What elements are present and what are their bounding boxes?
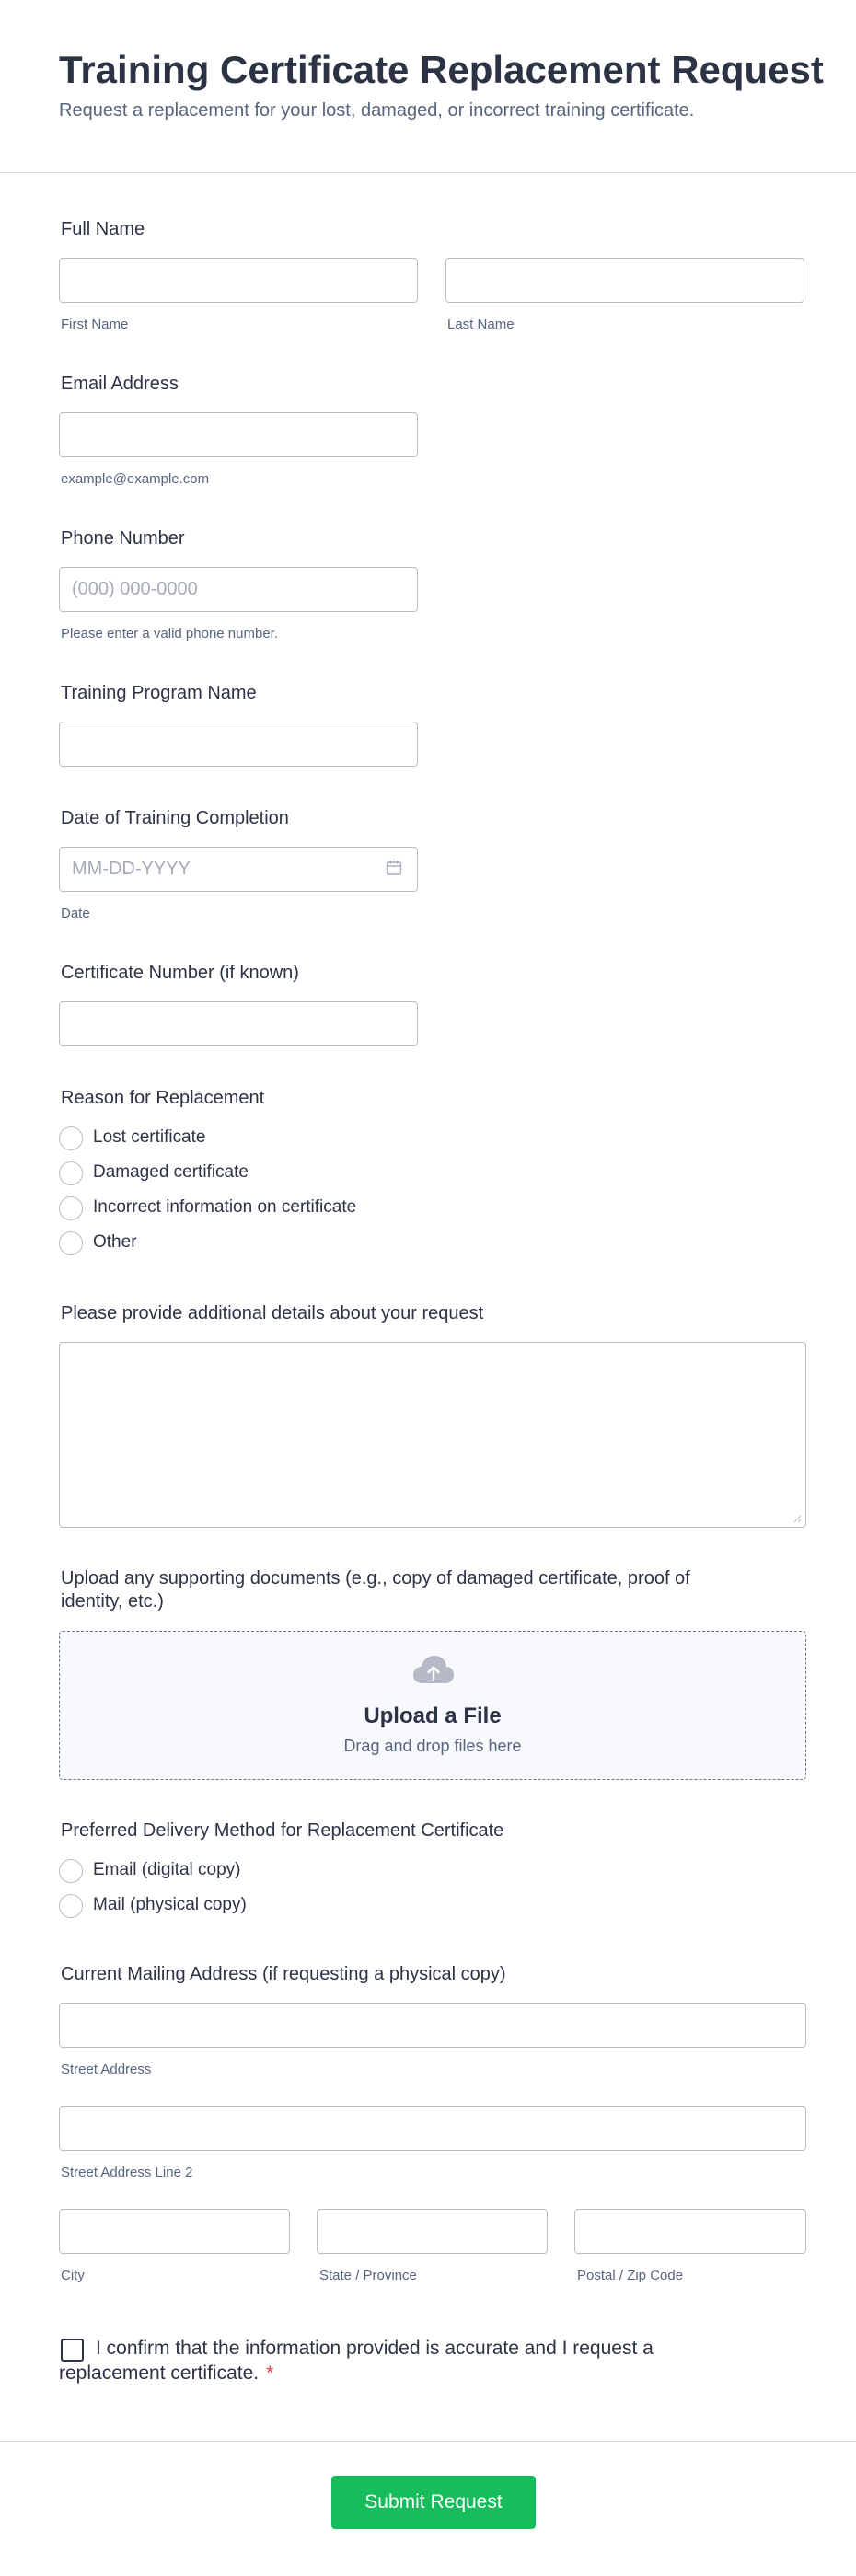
first-name-sublabel: First Name bbox=[61, 317, 129, 332]
reason-label: Reason for Replacement bbox=[61, 1088, 265, 1108]
confirm-text-line2 bbox=[59, 2362, 273, 2385]
street-address-sublabel: Street Address bbox=[61, 2062, 152, 2077]
first-name-input[interactable] bbox=[59, 258, 418, 303]
zip-sublabel: Postal / Zip Code bbox=[577, 2268, 684, 2283]
resize-handle-icon[interactable] bbox=[792, 1514, 802, 1523]
email-input[interactable] bbox=[59, 412, 418, 457]
certificate-number-input[interactable] bbox=[59, 1001, 418, 1046]
email-label: Email Address bbox=[61, 374, 179, 394]
state-sublabel: State / Province bbox=[319, 2268, 417, 2283]
calendar-icon[interactable] bbox=[386, 860, 402, 876]
phone-sublabel: Please enter a valid phone number. bbox=[61, 626, 278, 641]
details-label: Please provide additional details about your request bbox=[61, 1303, 484, 1323]
zip-input[interactable] bbox=[574, 2209, 806, 2254]
radio-button[interactable] bbox=[59, 1126, 83, 1150]
delivery-option-label: Email (digital copy) bbox=[93, 1860, 241, 1879]
program-label: Training Program Name bbox=[61, 683, 257, 703]
confirm-text: replacement certificate. bbox=[59, 2362, 260, 2384]
program-input[interactable] bbox=[59, 722, 418, 767]
submit-button[interactable]: Submit Request bbox=[331, 2476, 536, 2529]
footer-divider bbox=[0, 2441, 856, 2442]
email-sublabel: example@example.com bbox=[61, 471, 210, 487]
details-textarea[interactable] bbox=[59, 1342, 806, 1528]
radio-button[interactable] bbox=[59, 1894, 83, 1918]
phone-label: Phone Number bbox=[61, 528, 185, 549]
certificate-number-label: Certificate Number (if known) bbox=[61, 963, 299, 983]
confirm-text-line1: I confirm that the information provided is accurate and I request a bbox=[96, 2338, 654, 2359]
address-label: Current Mailing Address (if requesting a physical copy) bbox=[61, 1964, 506, 1984]
confirm-checkbox[interactable] bbox=[61, 2339, 84, 2362]
delivery-label: Preferred Delivery Method for Replacement Certificate bbox=[61, 1820, 504, 1841]
radio-button[interactable] bbox=[59, 1231, 83, 1255]
reason-option-label: Damaged certificate bbox=[93, 1162, 249, 1182]
state-input[interactable] bbox=[317, 2209, 548, 2254]
radio-button[interactable] bbox=[59, 1161, 83, 1185]
full-name-label: Full Name bbox=[61, 219, 145, 239]
last-name-sublabel: Last Name bbox=[447, 317, 515, 332]
form-subtitle: Request a replacement for your lost, damaged, or incorrect training certificate. bbox=[59, 100, 695, 121]
reason-option-label: Lost certificate bbox=[93, 1127, 206, 1147]
phone-input[interactable] bbox=[59, 567, 418, 612]
delivery-option-label: Mail (physical copy) bbox=[93, 1895, 247, 1914]
form-title: Training Certificate Replacement Request bbox=[59, 48, 824, 91]
completion-date-label: Date of Training Completion bbox=[61, 808, 289, 828]
reason-option-label: Incorrect information on certificate bbox=[93, 1197, 357, 1217]
radio-button[interactable] bbox=[59, 1859, 83, 1883]
street-address-line2-input[interactable] bbox=[59, 2106, 806, 2151]
required-marker: * bbox=[266, 2362, 274, 2384]
city-sublabel: City bbox=[61, 2268, 85, 2283]
completion-date-input[interactable] bbox=[59, 847, 418, 892]
file-upload-dropzone[interactable] bbox=[59, 1631, 806, 1780]
radio-button[interactable] bbox=[59, 1196, 83, 1220]
last-name-input[interactable] bbox=[445, 258, 804, 303]
upload-title: Upload a File bbox=[364, 1704, 502, 1728]
reason-option-label: Other bbox=[93, 1232, 137, 1252]
street-address-line2-sublabel: Street Address Line 2 bbox=[61, 2165, 193, 2180]
cloud-upload-icon bbox=[411, 1654, 456, 1687]
city-input[interactable] bbox=[59, 2209, 290, 2254]
upload-subtitle: Drag and drop files here bbox=[343, 1737, 522, 1755]
completion-date-sublabel: Date bbox=[61, 906, 90, 921]
form-header bbox=[0, 0, 856, 173]
street-address-input[interactable] bbox=[59, 2003, 806, 2048]
upload-label-line2: identity, etc.) bbox=[61, 1591, 164, 1611]
upload-label-line1: Upload any supporting documents (e.g., copy of damaged certificate, proof of bbox=[61, 1568, 690, 1588]
